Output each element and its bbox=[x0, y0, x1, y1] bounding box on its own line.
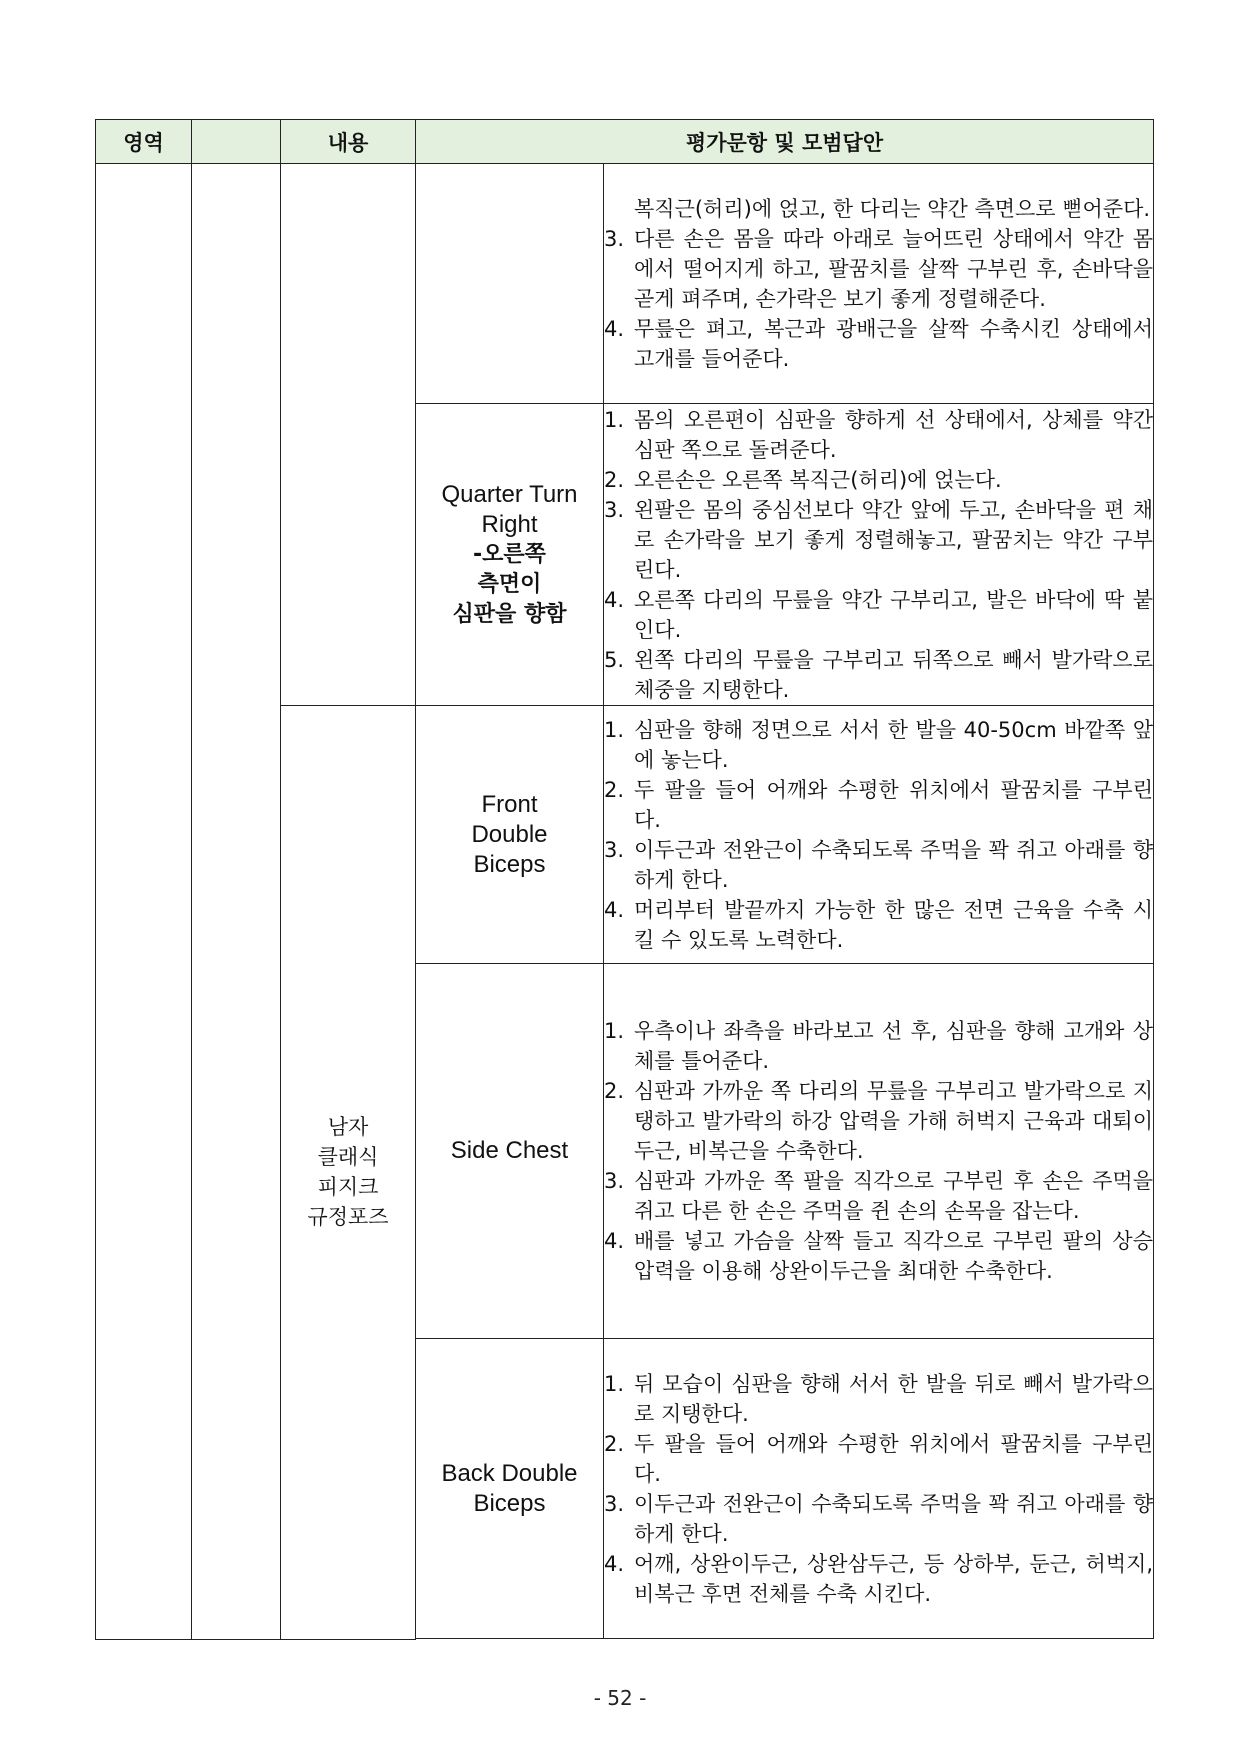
pose-name-kr: -오른쪽 측면이 심판을 향함 bbox=[452, 541, 567, 627]
list-item: 4. 머리부터 발끝까지 가능한 한 많은 전면 근육을 수축 시킬 수 있도록 노력한다. bbox=[604, 897, 1154, 952]
pose-name-cell bbox=[416, 404, 604, 706]
list-item: 4. 무릎은 펴고, 복근과 광배근을 살짝 수축시킨 상태에서 고개를 들어준다. bbox=[604, 316, 1154, 371]
list-item: 2. 두 팔을 들어 어깨와 수평한 위치에서 팔꿈치를 구부린다. bbox=[604, 777, 1154, 832]
list-item: 1. 우측이나 좌측을 바라보고 선 후, 심판을 향해 고개와 상체를 틀어준다. bbox=[604, 1019, 1154, 1073]
header-content: 내용 bbox=[281, 120, 416, 164]
pose-name-cell bbox=[416, 706, 604, 964]
header-eval: 평가문항 및 모범답안 bbox=[416, 120, 1154, 164]
list-item: 3. 이두근과 전완근이 수축되도록 주먹을 꽉 쥐고 아래를 향하게 한다. bbox=[604, 1491, 1154, 1546]
list-item: 3. 심판과 가까운 쪽 팔을 직각으로 구부린 후 손은 주먹을 쥐고 다른 한 손은 주먹을 쥔 손의 손목을 잡는다. bbox=[604, 1169, 1154, 1223]
list-item: 3. 이두근과 전완근이 수축되도록 주먹을 꽉 쥐고 아래를 향하게 한다. bbox=[604, 837, 1154, 892]
evaluation-table bbox=[95, 119, 1154, 1640]
table-header-row bbox=[96, 120, 1154, 164]
pose-steps bbox=[604, 964, 1154, 1339]
continuation-line: 복직근(허리)에 얹고, 한 다리는 약간 측면으로 뻗어준다. bbox=[634, 196, 1151, 221]
list-item: 1. 심판을 향해 정면으로 서서 한 발을 40-50cm 바깥쪽 앞에 놓는다. bbox=[604, 717, 1154, 772]
pose-steps bbox=[604, 1339, 1154, 1639]
page-number: - 52 - bbox=[593, 1686, 647, 1710]
list-item: 4. 어깨, 상완이두근, 상완삼두근, 등 상하부, 둔근, 허벅지, 비복근 후면 전체를 수축 시킨다. bbox=[604, 1551, 1154, 1606]
pose-cell-empty bbox=[416, 164, 604, 404]
area-cell bbox=[96, 164, 192, 1640]
category-label: 남자 클래식 피지크 규정포즈 bbox=[307, 1115, 389, 1230]
pose-name-cell bbox=[416, 964, 604, 1339]
list-item: 2. 오른손은 오른쪽 복직근(허리)에 얹는다. bbox=[604, 467, 1002, 492]
pose-name-cell bbox=[416, 1339, 604, 1639]
list-item: 1. 뒤 모습이 심판을 향해 서서 한 발을 뒤로 빼서 발가락으로 지탱한다. bbox=[604, 1371, 1154, 1426]
steps-continuation bbox=[604, 164, 1154, 404]
pose-steps bbox=[604, 404, 1154, 706]
pose-steps bbox=[604, 706, 1154, 964]
list-item: 2. 두 팔을 들어 어깨와 수평한 위치에서 팔꿈치를 구부린다. bbox=[604, 1431, 1154, 1486]
table-row bbox=[96, 164, 1154, 404]
header-blank bbox=[192, 120, 281, 164]
list-item: 3. 다른 손은 몸을 따라 아래로 늘어뜨린 상태에서 약간 몸에서 떨어지게 하고, 팔꿈치를 살짝 구부린 후, 손바닥을 곧게 펴주며, 손가락은 보기 좋게 정렬해준다. bbox=[604, 226, 1154, 311]
header-area: 영역 bbox=[96, 120, 192, 164]
list-item: 3. 왼팔은 몸의 중심선보다 약간 앞에 두고, 손바닥을 편 채로 손가락을 보기 좋게 정렬해놓고, 팔꿈치는 약간 구부린다. bbox=[604, 497, 1154, 582]
pose-name-en: Back Double Biceps bbox=[441, 1459, 578, 1517]
pose-name-en: Quarter Turn Right bbox=[441, 480, 578, 538]
list-item: 5. 왼쪽 다리의 무릎을 구부리고 뒤쪽으로 빼서 발가락으로 체중을 지탱한다. bbox=[604, 647, 1154, 702]
list-item: 4. 오른쪽 다리의 무릎을 약간 구부리고, 발은 바닥에 딱 붙인다. bbox=[604, 587, 1154, 642]
content-cell-empty bbox=[281, 164, 416, 706]
list-item: 2. 심판과 가까운 쪽 다리의 무릎을 구부리고 발가락으로 지탱하고 발가락의 하강 압력을 가해 허벅지 근육과 대퇴이두근, 비복근을 수축한다. bbox=[604, 1079, 1154, 1163]
pose-name-en: Side Chest bbox=[450, 1137, 569, 1164]
list-item: 1. 몸의 오른편이 심판을 향하게 선 상태에서, 상체를 약간 심판 쪽으로 돌려준다. bbox=[604, 407, 1154, 462]
list-item: 4. 배를 넣고 가슴을 살짝 들고 직각으로 구부린 팔의 상승 압력을 이용해 상완이두근을 최대한 수축한다. bbox=[604, 1229, 1154, 1283]
category-cell bbox=[281, 706, 416, 1640]
blank-cell bbox=[192, 164, 281, 1640]
pose-name-en: Front Double Biceps bbox=[471, 790, 548, 878]
